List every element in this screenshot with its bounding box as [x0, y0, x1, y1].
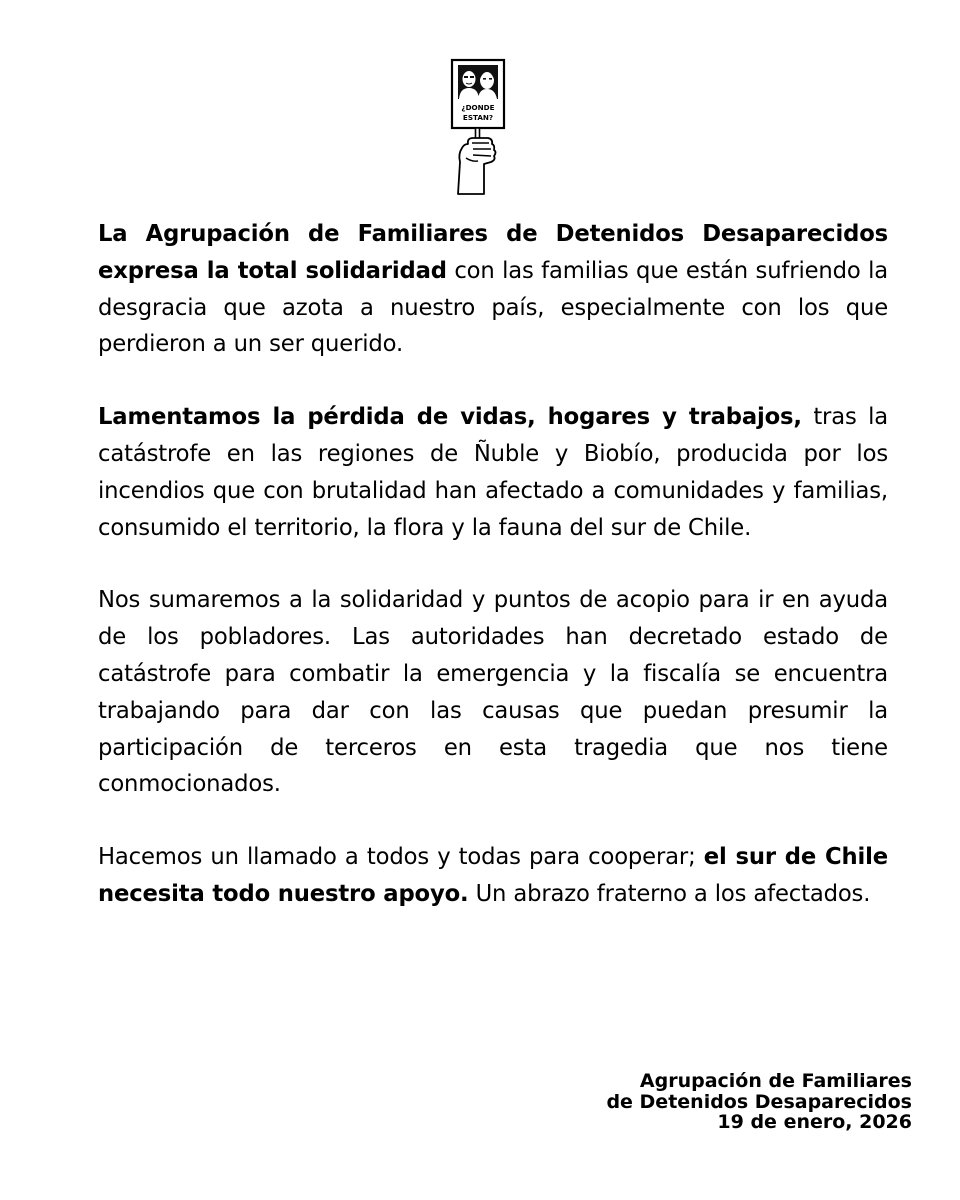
protest-sign-icon: [448, 58, 510, 198]
paragraph-2: [98, 399, 888, 546]
paragraph-3: [98, 582, 888, 803]
sign-text-line1: ¿DONDE: [461, 103, 495, 112]
paragraph-1-text: con las familias que están sufriendo la desgracia que azota a nuestro país, especialmente con los que perdieron a un ser querido.: [98, 257, 889, 358]
signature-line-2: de Detenidos Desaparecidos: [606, 1090, 912, 1113]
signature-date: 19 de enero, 2026: [717, 1111, 912, 1133]
paragraph-4-bold: el sur de Chile necesita todo nuestro apoyo.: [98, 844, 888, 907]
paragraph-3-text: Nos sumaremos a la solidaridad y puntos de acopio para ir en ayuda de los pobladores. Las autoridades han decretado estado de catástrofe para combatir la emergencia y la fiscalía se encuentra trabajando para dar con las causas que puedan presumir la participación de terceros en esta tragedia que nos tiene conmocionados.: [98, 587, 888, 798]
paragraph-4: [98, 839, 888, 913]
signature-block: [606, 1071, 912, 1133]
paragraph-1: [98, 216, 888, 363]
paragraph-2-bold: Lamentamos la pérdida de vidas, hogares y trabajos,: [98, 404, 802, 431]
paragraph-1-bold: La Agrupación de Familiares de Detenidos Desaparecidos expresa la total solidaridad: [98, 221, 888, 284]
paragraph-4-closing: Un abrazo fraterno a los afectados.: [468, 880, 871, 907]
sign-text-line2: ESTAN?: [462, 113, 494, 122]
paragraph-2-text: tras la catástrofe en las regiones de Ñuble y Biobío, producida por los incendios que con brutalidad han afectado a comunidades y familias, consumido el territorio, la flora y la fauna del sur de Chile.: [98, 404, 888, 541]
paragraph-4-text: Hacemos un llamado a todos y todas para cooperar;: [98, 844, 704, 871]
statement-body: [98, 216, 888, 949]
signature-line-1: Agrupación de Familiares: [639, 1070, 912, 1092]
